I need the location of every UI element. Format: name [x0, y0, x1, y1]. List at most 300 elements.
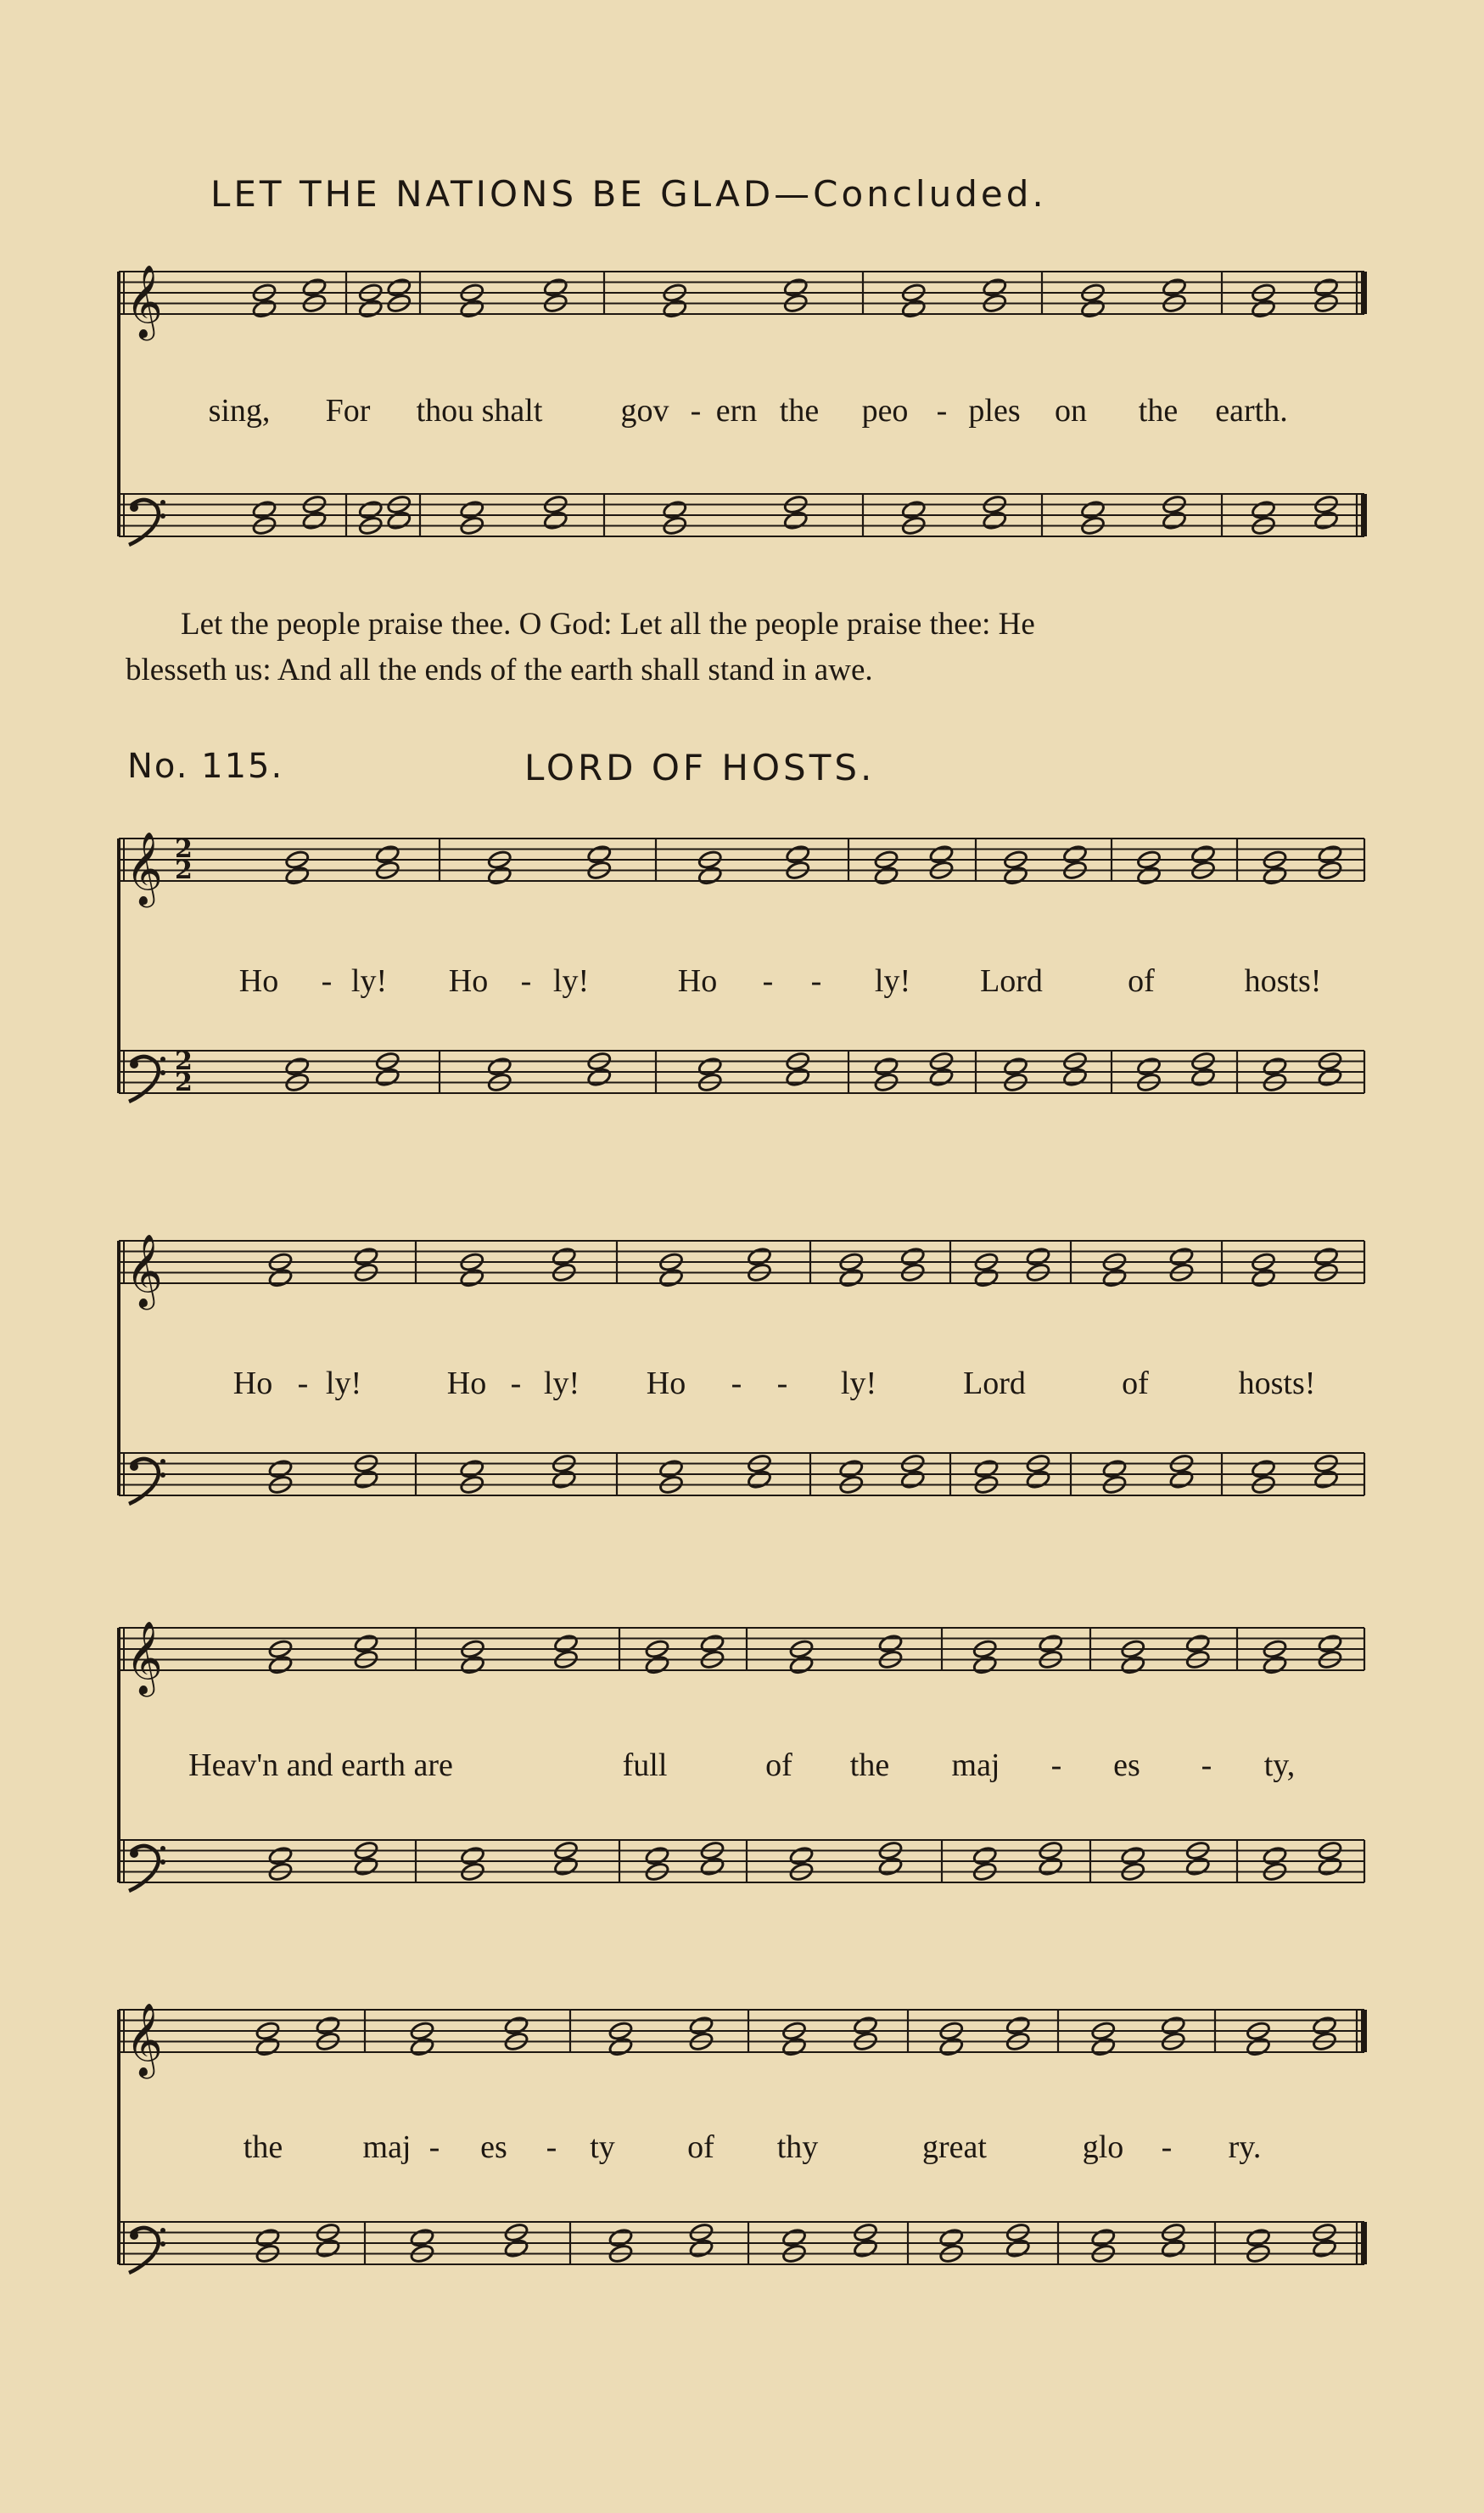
note-head: [1162, 277, 1187, 298]
note-head-outline: [1246, 2227, 1271, 2248]
note-head: [662, 499, 687, 520]
note-head-outline: [1185, 1856, 1211, 1877]
note-head: [900, 1469, 926, 1490]
hymn-1-text-line-2: blesseth us: And all the ends of the earth shall stand in awe.: [126, 653, 873, 687]
note-head: [353, 1633, 378, 1654]
note-head-outline: [1251, 1458, 1276, 1479]
note-head-outline: [267, 1845, 293, 1866]
note-head: [1038, 1856, 1063, 1877]
note-head-outline: [1313, 277, 1339, 298]
note-head: [353, 1856, 378, 1877]
note-head: [353, 1246, 378, 1267]
note-head-outline: [1003, 865, 1028, 886]
note-head-outline: [1062, 844, 1088, 865]
lyric: great: [922, 2129, 987, 2165]
note-head-outline: [409, 2227, 434, 2248]
note-head: [972, 1845, 998, 1866]
note-head-outline: [1090, 2036, 1116, 2057]
hymn-1-text-line-1: Let the people praise thee. O God: Let all the people praise thee: He: [181, 607, 1035, 642]
note-head: [503, 2238, 529, 2259]
note-head-outline: [1313, 1469, 1339, 1490]
note-head-outline: [873, 1056, 899, 1077]
note-head: [747, 1469, 772, 1490]
time-signature-digit: 2: [175, 1068, 193, 1097]
note-head-outline: [1101, 1267, 1127, 1288]
lyric: ly!: [874, 963, 911, 999]
bass-clef-dot: [160, 1070, 165, 1075]
note-head: [901, 298, 927, 319]
note-head-outline: [353, 1469, 378, 1490]
note-head: [1090, 2227, 1116, 2248]
note-head: [1062, 1067, 1088, 1088]
note-head-outline: [1025, 1469, 1050, 1490]
note-head-outline: [386, 510, 412, 531]
bass-clef-dot: [160, 513, 165, 519]
bass-clef-dot: [160, 1459, 165, 1464]
note-head: [982, 277, 1007, 298]
lyric: of: [1122, 1366, 1149, 1401]
note-head: [267, 1845, 293, 1866]
note-head: [838, 1458, 864, 1479]
note-head-outline: [1038, 1633, 1063, 1654]
note-head-outline: [783, 510, 809, 531]
lyric: ly!: [840, 1366, 877, 1401]
note-head-outline: [608, 2036, 633, 2057]
note-head: [487, 1056, 512, 1077]
note-head-outline: [1317, 1067, 1342, 1088]
note-head: [586, 1067, 612, 1088]
staff: [119, 494, 1364, 536]
bass-clef-icon: [129, 1057, 165, 1102]
note-head-outline: [459, 1267, 484, 1288]
note-head-outline: [503, 2238, 529, 2259]
note-head-outline: [251, 298, 277, 319]
note-head-outline: [315, 2015, 340, 2036]
lyric: -: [1050, 1747, 1062, 1783]
note-head: [1317, 1067, 1342, 1088]
lyric: gov: [620, 393, 669, 429]
note-head-outline: [358, 298, 384, 319]
note-head: [459, 1458, 484, 1479]
note-head-outline: [1161, 2015, 1186, 2036]
note-head: [982, 510, 1007, 531]
lyric: of: [1128, 963, 1155, 999]
lyric: maj: [362, 2129, 412, 2165]
note-head: [1262, 1056, 1287, 1077]
bass-clef-icon: [129, 2228, 165, 2273]
note-head-outline: [543, 277, 568, 298]
note-head: [1005, 2238, 1031, 2259]
note-head: [375, 1067, 400, 1088]
note-head: [1313, 1246, 1339, 1267]
note-head-outline: [982, 510, 1007, 531]
note-head: [251, 499, 277, 520]
note-head-outline: [973, 1267, 999, 1288]
note-head-outline: [928, 844, 954, 865]
note-head: [586, 844, 612, 865]
lyric: glo: [1082, 2129, 1124, 2165]
note-head: [697, 865, 723, 886]
note-head: [1251, 298, 1276, 319]
note-head: [358, 499, 384, 520]
note-head-outline: [1185, 1633, 1211, 1654]
note-head-outline: [982, 277, 1007, 298]
lyric: -: [776, 1366, 788, 1401]
lyric: -: [321, 963, 333, 999]
lyric: ern: [715, 393, 758, 429]
note-head: [552, 1246, 577, 1267]
note-head: [1185, 1856, 1211, 1877]
lyric: thou shalt: [416, 393, 543, 429]
note-head-outline: [785, 844, 810, 865]
note-head: [1317, 1856, 1342, 1877]
note-head-outline: [255, 2227, 280, 2248]
note-head-outline: [459, 499, 484, 520]
note-head: [386, 510, 412, 531]
final-barline-thick: [1361, 2222, 1367, 2264]
lyric: For: [325, 393, 371, 429]
note-head: [788, 1654, 814, 1675]
note-head: [697, 1056, 723, 1077]
note-head: [1251, 499, 1276, 520]
note-head-outline: [1317, 1633, 1342, 1654]
lyric: hosts!: [1238, 1366, 1316, 1401]
lyric: of: [687, 2129, 714, 2165]
note-head-outline: [1005, 2015, 1031, 2036]
note-head: [1136, 865, 1162, 886]
note-head: [688, 2015, 714, 2036]
note-head-outline: [781, 2036, 807, 2057]
note-head: [459, 499, 484, 520]
note-head: [409, 2036, 434, 2057]
note-head-outline: [1162, 277, 1187, 298]
note-head: [901, 499, 927, 520]
note-head: [460, 1654, 485, 1675]
note-head-outline: [699, 1633, 725, 1654]
staff: [119, 1051, 1364, 1093]
note-head: [503, 2015, 529, 2036]
treble-clef-icon: 𝄞: [126, 832, 163, 905]
note-head: [552, 1469, 577, 1490]
note-head-outline: [386, 277, 412, 298]
note-head-outline: [267, 1267, 293, 1288]
lyric: es: [1113, 1747, 1140, 1783]
note-head: [873, 865, 899, 886]
note-head: [1246, 2036, 1271, 2057]
lyric: -: [731, 1366, 742, 1401]
note-head: [781, 2227, 807, 2248]
note-head: [877, 1633, 903, 1654]
note-head: [1313, 510, 1339, 531]
note-head-outline: [928, 1067, 954, 1088]
lyric: ly!: [552, 963, 590, 999]
note-head: [658, 1267, 684, 1288]
note-head-outline: [1312, 2015, 1337, 2036]
note-head-outline: [853, 2238, 878, 2259]
lyric: the: [849, 1747, 890, 1783]
note-head: [1317, 1633, 1342, 1654]
note-head: [543, 510, 568, 531]
note-head-outline: [553, 1633, 579, 1654]
note-head: [553, 1633, 579, 1654]
note-head: [409, 2227, 434, 2248]
note-head-outline: [315, 2238, 340, 2259]
note-head-outline: [353, 1856, 378, 1877]
note-head: [1190, 844, 1216, 865]
note-head: [1312, 2238, 1337, 2259]
note-head-outline: [353, 1246, 378, 1267]
note-head-outline: [788, 1845, 814, 1866]
lyric: Ho: [646, 1366, 686, 1401]
lyric: Ho: [448, 963, 489, 999]
system-1-lyrics: [0, 962, 1484, 1005]
note-head: [1185, 1633, 1211, 1654]
note-head: [1168, 1469, 1194, 1490]
note-head-outline: [697, 865, 723, 886]
note-head-outline: [688, 2238, 714, 2259]
note-head-outline: [267, 1458, 293, 1479]
note-head-outline: [251, 499, 277, 520]
note-head: [487, 865, 512, 886]
lyric: es: [480, 2129, 507, 2165]
note-head-outline: [358, 499, 384, 520]
note-head-outline: [487, 865, 512, 886]
lyric: Ho: [446, 1366, 487, 1401]
lyric: peo: [861, 393, 909, 429]
system-3-lyrics: [0, 1747, 1484, 1789]
bass-clef-dot: [160, 2228, 165, 2233]
note-head-outline: [972, 1654, 998, 1675]
note-head: [688, 2238, 714, 2259]
bass-clef-dot: [160, 1860, 165, 1865]
note-head: [699, 1856, 725, 1877]
note-head: [1313, 277, 1339, 298]
note-head-outline: [1162, 510, 1187, 531]
note-head-outline: [1251, 298, 1276, 319]
note-head: [1003, 865, 1028, 886]
lyric: hosts!: [1244, 963, 1322, 999]
note-head: [315, 2238, 340, 2259]
note-head: [267, 1267, 293, 1288]
note-head-outline: [1251, 499, 1276, 520]
note-head: [358, 298, 384, 319]
note-head-outline: [877, 1856, 903, 1877]
note-head-outline: [503, 2015, 529, 2036]
lyric: maj: [951, 1747, 1000, 1783]
note-head: [783, 277, 809, 298]
bass-clef-dot: [160, 2241, 165, 2247]
lyric: the: [779, 393, 820, 429]
note-head-outline: [1168, 1469, 1194, 1490]
note-head-outline: [459, 1458, 484, 1479]
note-head-outline: [1161, 2238, 1186, 2259]
note-head-outline: [788, 1654, 814, 1675]
note-head-outline: [1313, 1246, 1339, 1267]
note-head-outline: [1190, 1067, 1216, 1088]
note-head-outline: [1080, 298, 1106, 319]
note-head-outline: [900, 1469, 926, 1490]
lyric: ry.: [1228, 2129, 1262, 2165]
note-head: [1262, 865, 1287, 886]
lyric: Ho: [677, 963, 718, 999]
note-head-outline: [586, 1067, 612, 1088]
note-head-outline: [1251, 1267, 1276, 1288]
note-head: [1168, 1246, 1194, 1267]
staff: [119, 1628, 1364, 1670]
note-head: [853, 2238, 878, 2259]
note-head-outline: [1080, 499, 1106, 520]
note-head-outline: [781, 2227, 807, 2248]
lyric: -: [520, 963, 532, 999]
note-head-outline: [1136, 1056, 1162, 1077]
bass-clef-dot: [160, 1472, 165, 1478]
note-head-outline: [543, 510, 568, 531]
note-head: [608, 2036, 633, 2057]
note-head-outline: [938, 2227, 964, 2248]
note-head: [459, 298, 484, 319]
note-head-outline: [853, 2015, 878, 2036]
lyric: on: [1055, 393, 1087, 429]
note-head-outline: [375, 844, 400, 865]
note-head: [1136, 1056, 1162, 1077]
lyric: ly!: [325, 1366, 362, 1401]
note-head: [255, 2036, 280, 2057]
note-head: [938, 2227, 964, 2248]
note-head-outline: [409, 2036, 434, 2057]
lyric: -: [428, 2129, 440, 2165]
note-head: [315, 2015, 340, 2036]
treble-clef-icon: 𝄞: [126, 265, 163, 338]
note-head: [662, 298, 687, 319]
lyric: -: [762, 963, 774, 999]
note-head-outline: [301, 277, 327, 298]
lyric: full: [622, 1747, 668, 1783]
note-head-outline: [972, 1845, 998, 1866]
lyric: Lord: [963, 1366, 1026, 1401]
lyric: thy: [776, 2129, 819, 2165]
note-head-outline: [459, 298, 484, 319]
final-barline-thick: [1361, 494, 1367, 536]
lyric: -: [510, 1366, 522, 1401]
note-head: [1120, 1654, 1145, 1675]
note-head: [284, 1056, 310, 1077]
note-head-outline: [688, 2015, 714, 2036]
note-head-outline: [785, 1067, 810, 1088]
staff: [119, 2222, 1364, 2264]
note-head: [1251, 1458, 1276, 1479]
note-head-outline: [901, 499, 927, 520]
note-head: [853, 2015, 878, 2036]
note-head-outline: [1005, 2238, 1031, 2259]
note-head-outline: [552, 1469, 577, 1490]
note-head-outline: [901, 298, 927, 319]
time-signature-digit: 2: [175, 834, 193, 864]
note-head: [781, 2036, 807, 2057]
note-head: [928, 844, 954, 865]
note-head: [267, 1654, 293, 1675]
note-head-outline: [353, 1633, 378, 1654]
note-head-outline: [552, 1246, 577, 1267]
lyric: the: [1138, 393, 1179, 429]
lyric: ty,: [1263, 1747, 1296, 1783]
note-head-outline: [1190, 844, 1216, 865]
note-head-outline: [1313, 510, 1339, 531]
hymn-1-lyrics: [0, 392, 1484, 435]
note-head: [1251, 1267, 1276, 1288]
note-head: [877, 1856, 903, 1877]
lyric: -: [936, 393, 948, 429]
note-head: [788, 1845, 814, 1866]
note-head: [1090, 2036, 1116, 2057]
lyric: -: [690, 393, 702, 429]
note-head: [1190, 1067, 1216, 1088]
note-head: [1312, 2015, 1337, 2036]
note-head: [553, 1856, 579, 1877]
hymn-2-number: No. 115.: [127, 747, 284, 786]
lyric: earth.: [1215, 393, 1288, 429]
note-head-outline: [460, 1845, 485, 1866]
note-head: [1313, 1469, 1339, 1490]
system-4-lyrics: [0, 2129, 1484, 2171]
note-head-outline: [1120, 1654, 1145, 1675]
lyric: -: [297, 1366, 309, 1401]
note-head: [386, 277, 412, 298]
note-head-outline: [255, 2036, 280, 2057]
bass-clef-dot: [130, 1462, 138, 1471]
lyric: ples: [968, 393, 1021, 429]
note-head: [543, 277, 568, 298]
staff: [119, 1241, 1364, 1283]
note-head-outline: [699, 1856, 725, 1877]
lyric: -: [1201, 1747, 1212, 1783]
staff: [119, 839, 1364, 881]
bass-clef-dot: [160, 500, 165, 505]
note-head-outline: [375, 1067, 400, 1088]
note-head: [1262, 1654, 1287, 1675]
time-signature-digit: 2: [175, 1046, 193, 1076]
note-head: [284, 865, 310, 886]
note-head: [460, 1845, 485, 1866]
note-head-outline: [747, 1469, 772, 1490]
note-head-outline: [586, 844, 612, 865]
note-head: [783, 510, 809, 531]
note-head: [1317, 844, 1342, 865]
note-head: [1005, 2015, 1031, 2036]
note-head-outline: [1317, 844, 1342, 865]
note-head-outline: [938, 2036, 964, 2057]
note-head: [873, 1056, 899, 1077]
note-head-outline: [1168, 1246, 1194, 1267]
note-head-outline: [284, 1056, 310, 1077]
hymn-1-title: LET THE NATIONS BE GLAD—Concluded.: [210, 173, 1047, 215]
note-head: [1062, 844, 1088, 865]
time-signature-digit: 2: [175, 855, 193, 885]
lyric: ly!: [350, 963, 388, 999]
note-head-outline: [662, 499, 687, 520]
note-head: [973, 1267, 999, 1288]
note-head-outline: [900, 1246, 926, 1267]
note-head: [973, 1458, 999, 1479]
note-head-outline: [658, 1267, 684, 1288]
note-head-outline: [1120, 1845, 1145, 1866]
note-head: [658, 1458, 684, 1479]
note-head-outline: [1090, 2227, 1116, 2248]
note-head: [1161, 2238, 1186, 2259]
note-head-outline: [301, 510, 327, 531]
note-head-outline: [1317, 1856, 1342, 1877]
note-head-outline: [1062, 1067, 1088, 1088]
note-head: [699, 1633, 725, 1654]
